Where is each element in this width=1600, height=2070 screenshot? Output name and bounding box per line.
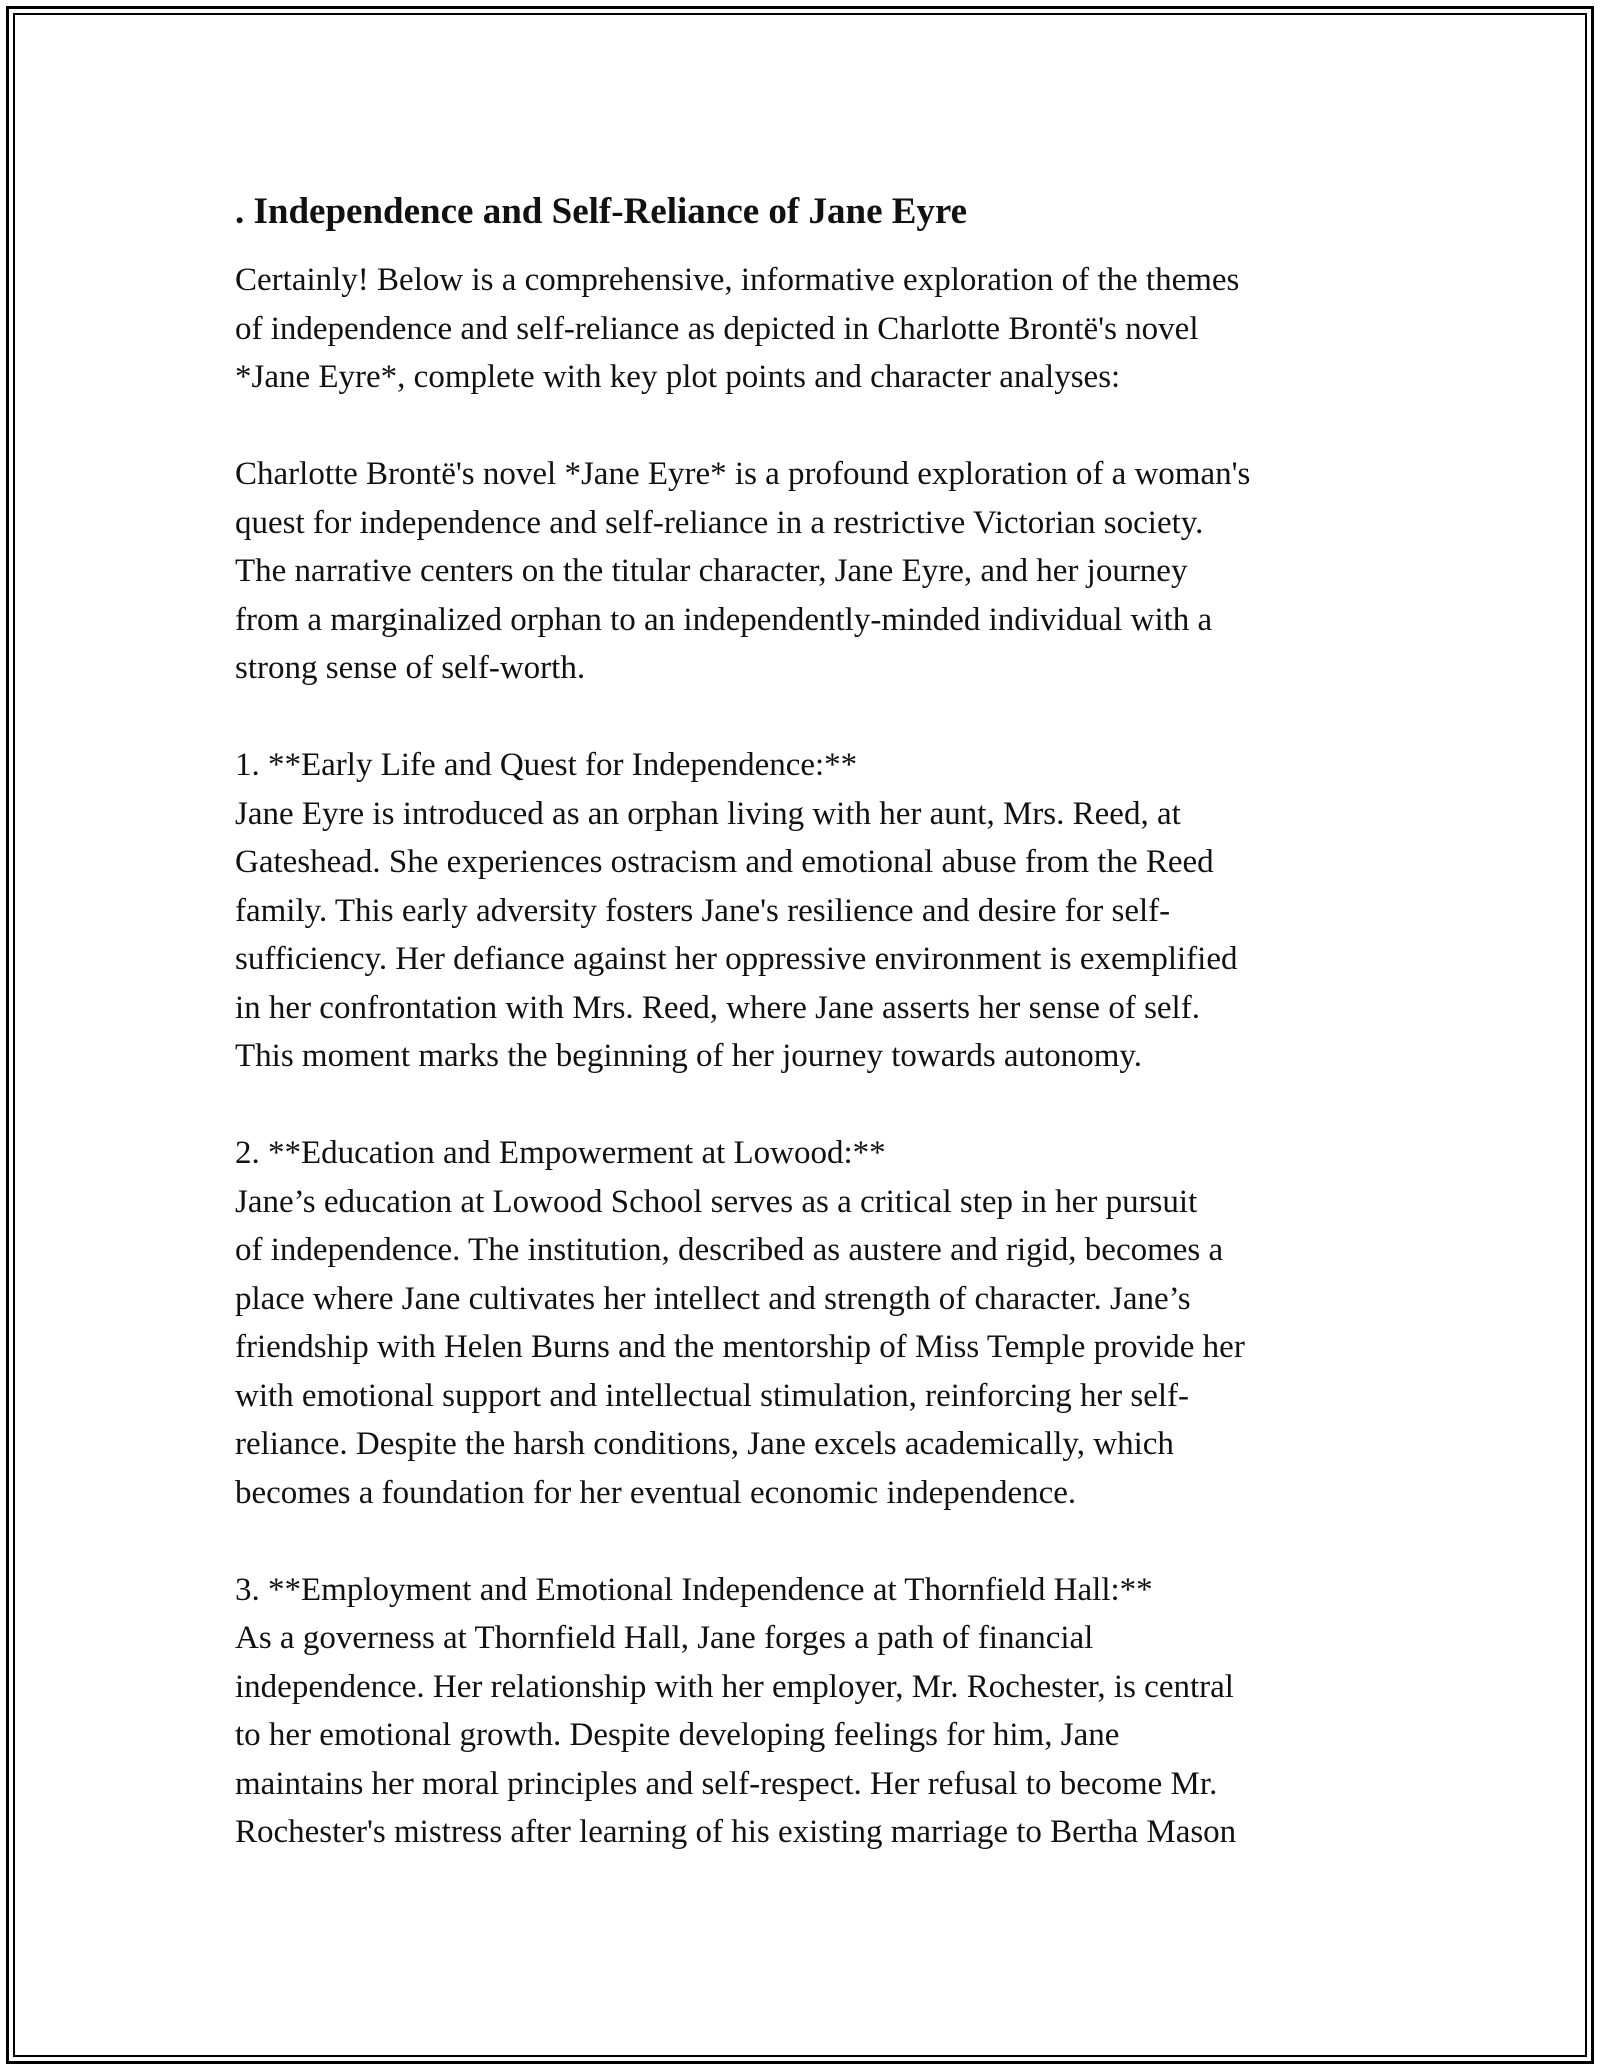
paragraph-section-1: 1. **Early Life and Quest for Independence:** Jane Eyre is introduced as an orphan living with her aunt, Mrs. Reed, at Gateshead. She experiences ostracism and emotional abuse from the Reed family. This early adversity fosters Jane's resilience and desire for self- sufficiency. Her defiance against her oppressive environment is exemplified in her confrontation with Mrs. Reed, where Jane asserts her sense of self. This moment marks the beginning of her journey towards autonomy.: [235, 747, 1238, 1074]
document-title: . Independence and Self-Reliance of Jane Eyre: [235, 191, 968, 232]
paragraph-intro: Certainly! Below is a comprehensive, informative exploration of the themes of independence and self-reliance as depicted in Charlotte Brontë's novel *Jane Eyre*, complete with key plot points and character analyses:: [235, 262, 1240, 395]
paragraph-overview: Charlotte Brontë's novel *Jane Eyre* is a profound exploration of a woman's quest for independence and self-reliance in a restrictive Victorian society. The narrative centers on the titular character, Jane Eyre, and her journey from a marginalized orphan to an independently-minded individual with a strong sense of self-worth.: [235, 456, 1251, 686]
document-body: [235, 186, 1375, 1857]
paragraph-section-2: 2. **Education and Empowerment at Lowood:** Jane’s education at Lowood School serves as a critical step in her pursuit of independence. The institution, described as austere and rigid, becomes a place where Jane cultivates her intellect and strength of character. Jane’s friendship with Helen Burns and the mentorship of Miss Temple provide her with emotional support and intellectual stimulation, reinforcing her self- reliance. Despite the harsh conditions, Jane excels academically, which becomes a foundation for her eventual economic independence.: [235, 1135, 1245, 1511]
paragraph-section-3: 3. **Employment and Emotional Independence at Thornfield Hall:** As a governess at Thornfield Hall, Jane forges a path of financial independence. Her relationship with her employer, Mr. Rochester, is central to her emotional growth. Despite developing feelings for him, Jane maintains her moral principles and self-respect. Her refusal to become Mr. Rochester's mistress after learning of his existing marriage to Bertha Mason: [235, 1571, 1237, 1850]
